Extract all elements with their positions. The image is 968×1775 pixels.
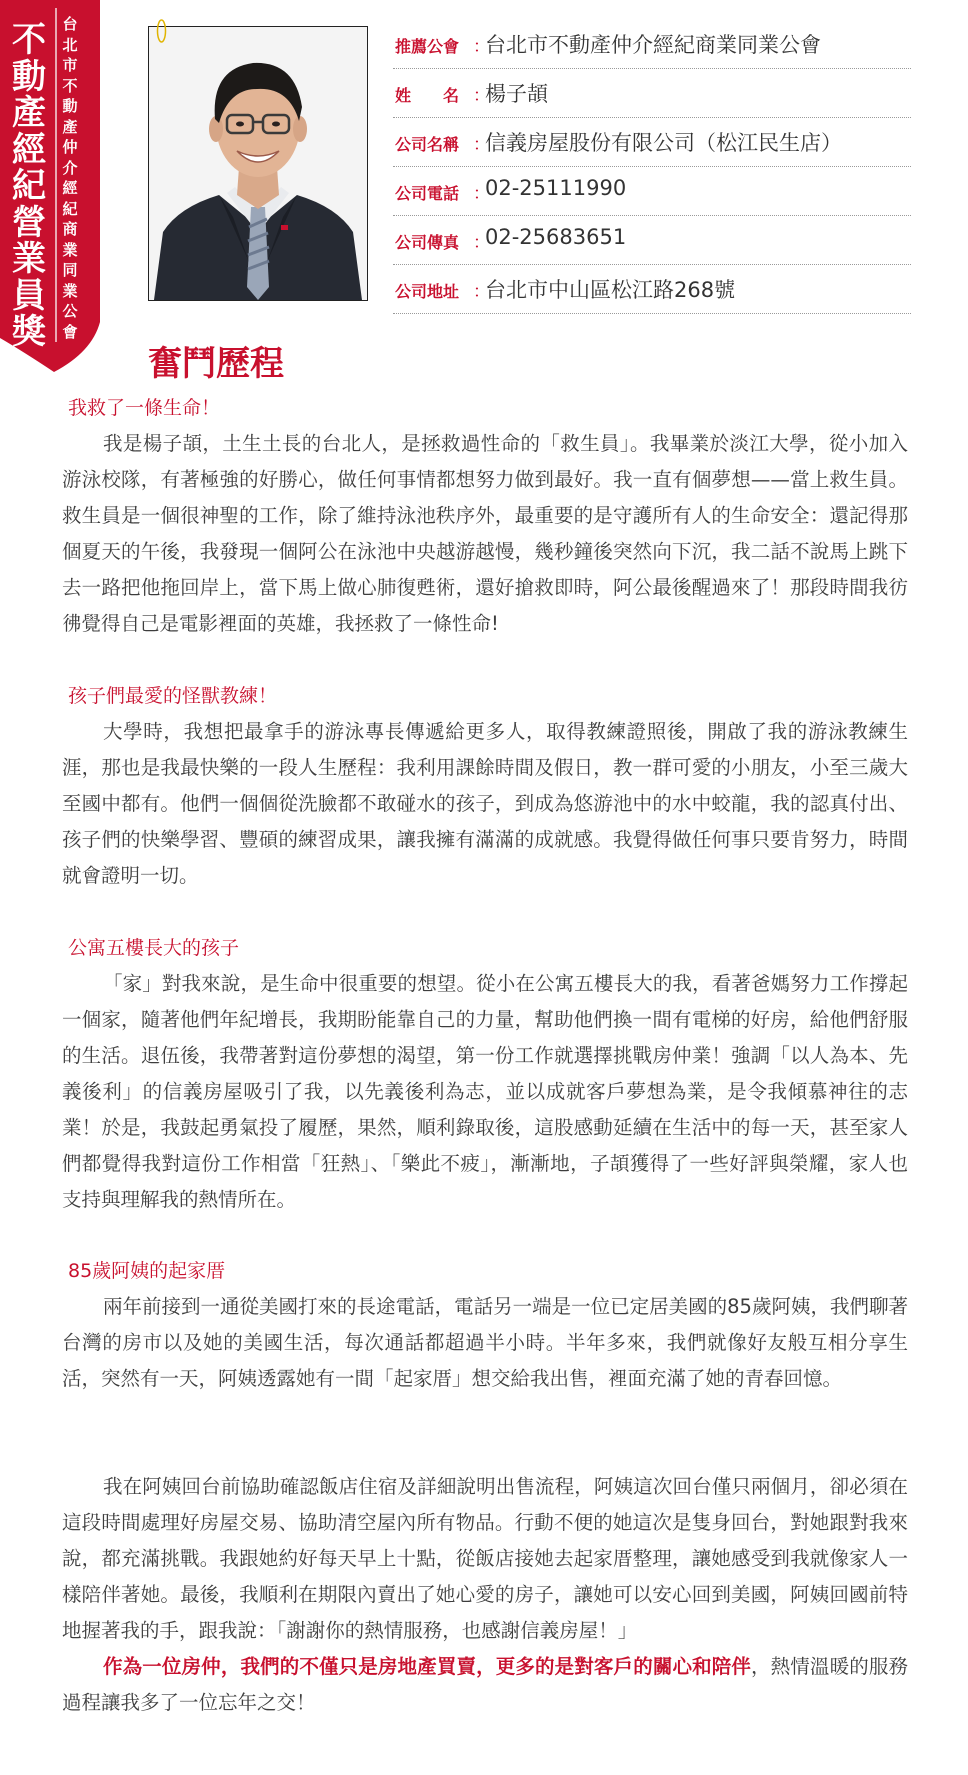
award-banner: [0, 0, 102, 372]
info-value-address: 台北市中山區松江路268號: [485, 278, 736, 302]
story-section-1: [62, 390, 908, 642]
paragraph: 大學時，我想把最拿手的游泳專長傳遞給更多人，取得教練證照後，開啟了我的游泳教練生涯，那也是我最快樂的一段人生歷程：我利用課餘時間及假日，教一群可愛的小朋友，小至三歲大至國中都有。他們一個個從洗臉都不敢碰水的孩子，到成為悠游池中的水中蛟龍，我的認真付出、孩子們的快樂學習、豐碩的練習成果，讓我擁有滿滿的成就感。我覺得做任何事只要肯努力，時間就會證明一切。: [62, 720, 908, 887]
story-section-4: [62, 1253, 908, 1397]
info-label: 公司名稱: [395, 135, 460, 154]
story-section-3: [62, 930, 908, 1218]
info-label: 姓 名: [395, 86, 460, 105]
info-label: 公司地址: [395, 282, 460, 301]
subheading: 85歲阿姨的起家厝: [68, 1260, 226, 1282]
info-colon: ：: [473, 135, 490, 155]
highlight-text: 作為一位房仲，我們的不僅只是房地產買賣，更多的是對客戶的關心和陪伴: [103, 1655, 752, 1678]
paragraph: 「家」對我來說，是生命中很重要的想望。從小在公寓五樓長大的我，看著爸媽努力工作撐起一個家，隨著他們年紀增長，我期盼能靠自己的力量，幫助他們換一間有電梯的好房，給他們舒服的生活。退伍後，我帶著對這份夢想的渴望，第一份工作就選擇挑戰房仲業！強調「以人為本、先義後利」的信義房屋吸引了我，以先義後利為志，並以成就客戶夢想為業，是令我傾慕神往的志業！於是，我鼓起勇氣投了履歷，果然，順利錄取後，這股感動延續在生活中的每一天，甚至家人們都覺得我對這份工作相當「狂熱」、「樂此不疲」，漸漸地，子頡獲得了一些好評與榮耀，家人也支持與理解我的熱情所在。: [62, 972, 908, 1211]
info-colon: ：: [473, 233, 490, 253]
info-row-phone: [393, 167, 911, 216]
info-value-fax: 02-25683651: [485, 225, 627, 249]
profile-photo: [148, 26, 368, 301]
info-row-address: [393, 265, 911, 314]
info-value-name: 楊子頡: [485, 82, 548, 106]
paragraph: 兩年前接到一通從美國打來的長途電話，電話另一端是一位已定居美國的85歲阿姨，我們聊著台灣的房市以及她的美國生活，每次通話都超過半小時。半年多來，我們就像好友般互相分享生活，突然有一天，阿姨透露她有一間「起家厝」想交給我出售，裡面充滿了她的青春回憶。: [62, 1295, 908, 1390]
info-row-association: [393, 20, 911, 69]
info-colon: ：: [473, 184, 490, 204]
paragraph: 我在阿姨回台前協助確認飯店住宿及詳細說明出售流程，阿姨這次回台僅只兩個月，卻必須在這段時間處理好房屋交易、協助清空屋內所有物品。行動不便的她這次是隻身回台，對她跟對我來說，都充滿挑戰。我跟她約好每天早上十點，從飯店接她去起家厝整理，讓她感受到我就像家人一樣陪伴著她。最後，我順利在期限內賣出了她心愛的房子，讓她可以安心回到美國，阿姨回國前特地握著我的手，跟我說：「謝謝你的熱情服務，也感謝信義房屋！」: [62, 1475, 908, 1642]
info-row-fax: [393, 216, 911, 265]
subheading: 孩子們最愛的怪獸教練！: [68, 685, 278, 707]
info-label: 公司傳真: [395, 233, 460, 252]
info-row-company: [393, 118, 911, 167]
info-label: 推薦公會: [395, 37, 460, 56]
award-title: 不動產經紀營業員獎: [12, 20, 46, 352]
closing-text: ，熱情溫暖的服務過程讓我多了一位忘年之交！: [62, 1655, 908, 1714]
info-label: 公司電話: [395, 184, 460, 203]
story-section-2: [62, 678, 908, 894]
paragraph: 我是楊子頡，土生土長的台北人，是拯救過性命的「救生員」。我畢業於淡江大學，從小加入游泳校隊，有著極強的好勝心，做任何事情都想努力做到最好。我一直有個夢想——當上救生員。救生員是一個很神聖的工作，除了維持泳池秩序外，最重要的是守護所有人的生命安全：還記得那個夏天的午後，我發現一個阿公在泳池中央越游越慢，幾秒鐘後突然向下沉，我二話不說馬上跳下去一路把他拖回岸上，當下馬上做心肺復甦術，還好搶救即時，阿公最後醒過來了！那段時間我彷彿覺得自己是電影裡面的英雄，我拯救了一條性命!: [62, 432, 908, 635]
section-title: 奮鬥歷程: [148, 344, 284, 384]
info-row-name: [393, 69, 911, 118]
info-colon: ：: [473, 86, 490, 106]
story-section-4-continued: [62, 1469, 908, 1721]
profile-info-list: [393, 20, 911, 314]
subheading: 公寓五樓長大的孩子: [68, 937, 240, 959]
info-colon: ：: [473, 282, 490, 302]
info-value-company: 信義房屋股份有限公司（松江民生店）: [485, 131, 842, 155]
info-colon: ：: [473, 37, 490, 57]
subheading: 我救了一條生命！: [68, 397, 221, 419]
info-value-phone: 02-25111990: [485, 176, 627, 200]
info-value-association: 台北市不動產仲介經紀商業同業公會: [485, 33, 821, 57]
photo-corner-mark-icon: [156, 18, 167, 44]
association-name: 台北市不動產仲介經紀商業同業公會: [62, 15, 78, 341]
closing-paragraph: [62, 1649, 908, 1721]
